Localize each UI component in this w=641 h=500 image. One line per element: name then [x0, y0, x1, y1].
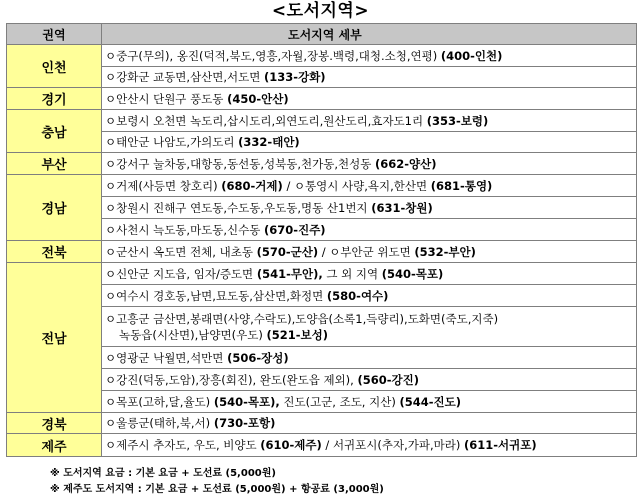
- region-cell: 경기: [7, 88, 102, 110]
- detail-cell: [102, 110, 637, 132]
- table-row: [7, 263, 637, 285]
- area-code: (670-진주): [264, 222, 326, 237]
- detail-cell: [102, 132, 637, 153]
- bullet-mark: ㅇ: [105, 135, 117, 149]
- bullet-mark: ㅇ: [105, 311, 117, 326]
- table-row: [7, 241, 637, 263]
- detail-text: 서귀포시(추자,가파,마라): [332, 438, 461, 452]
- area-code: (680-거제): [221, 178, 283, 193]
- region-cell: 충남: [7, 110, 102, 153]
- detail-line: [105, 223, 326, 237]
- header-region: 권역: [7, 24, 102, 45]
- area-code: (540-목포): [381, 266, 444, 281]
- table-row: [7, 285, 637, 307]
- detail-text: 군산시 옥도면 전체, 내초동: [116, 244, 253, 259]
- area-code: (541-무안),: [256, 266, 323, 281]
- detail-text: 신안군 지도읍, 임자/증도면: [116, 266, 254, 281]
- detail-cell: [102, 391, 637, 413]
- bullet-mark: ㅇ: [105, 178, 117, 193]
- bullet-mark: ㅇ: [105, 91, 117, 106]
- bullet-mark: ㅇ: [105, 222, 117, 237]
- table-body: [7, 45, 637, 457]
- table-header-row: [7, 24, 637, 45]
- detail-line: [105, 373, 419, 387]
- detail-line: [105, 395, 461, 409]
- header-detail: 도서지역 세부: [102, 24, 637, 45]
- area-code: (450-안산): [227, 91, 289, 106]
- detail-text: 강서구 눌차동,대항동,동선동,성북동,천가동,천성동: [116, 156, 372, 171]
- table-row: [7, 110, 637, 132]
- detail-text: 영광군 낙월면,석만면: [116, 350, 224, 365]
- bullet-mark: ㅇ: [105, 394, 117, 409]
- area-code: (681-통영): [430, 178, 493, 193]
- separator: /: [325, 438, 330, 452]
- region-cell: 인천: [7, 45, 102, 88]
- table-row: [7, 132, 637, 153]
- detail-cell: [102, 153, 637, 175]
- detail-text: 거제(사등면 창호리): [116, 178, 218, 193]
- detail-text: 사천시 늑도동,마도동,신수동: [116, 222, 261, 237]
- area-code: (610-제주): [260, 438, 322, 452]
- area-code: (730-포항): [213, 416, 276, 430]
- bullet-mark: ㅇ: [105, 200, 117, 215]
- table-row: [7, 45, 637, 67]
- detail-cell: [102, 307, 637, 347]
- area-code: (540-목포),: [213, 394, 280, 409]
- detail-line: [105, 267, 443, 281]
- table-row: [7, 67, 637, 88]
- table-row: [7, 307, 637, 347]
- region-cell: 부산: [7, 153, 102, 175]
- detail-text: 통영시 사량,욕지,한산면: [305, 178, 428, 193]
- separator: /: [286, 178, 291, 193]
- detail-line: [105, 201, 433, 215]
- detail-cell: [102, 413, 637, 434]
- bullet-mark: ㅇ: [105, 350, 117, 365]
- bullet-mark: ㅇ: [105, 438, 117, 452]
- detail-text: 안산시 단원구 풍도동: [116, 91, 224, 106]
- detail-cell: [102, 434, 637, 457]
- table-row: [7, 219, 637, 241]
- table-row: [7, 391, 637, 413]
- area-code: (570-군산): [256, 244, 319, 259]
- region-cell: 경북: [7, 413, 102, 434]
- bullet-mark: ㅇ: [105, 156, 117, 171]
- area-code: (521-보성): [266, 327, 328, 342]
- detail-cell: [102, 88, 637, 110]
- note-jeju-fee: ※ 제주도 도서지역 : 기본 요금 + 도선료 (5,000원) + 항공료 (3,000원): [50, 484, 384, 495]
- detail-text: 여수시 경호동,남면,묘도동,삼산면,화정면: [116, 288, 324, 303]
- area-code: (560-강진): [357, 372, 419, 387]
- area-code: (662-양산): [375, 156, 437, 171]
- bullet-mark: ㅇ: [105, 266, 117, 281]
- detail-line-continued: [105, 327, 636, 343]
- table-row: [7, 88, 637, 110]
- area-code: (631-창원): [371, 200, 433, 215]
- area-code: (580-여수): [326, 288, 389, 303]
- bullet-mark: ㅇ: [105, 48, 117, 63]
- table-row: [7, 347, 637, 369]
- detail-text: 보령시 오천면 녹도리,삽시도리,외연도리,원산도리,효자도1리: [116, 113, 424, 128]
- detail-line: [105, 135, 300, 149]
- detail-text: 중구(무의), 옹진(덕적,북도,영흥,자월,장봉.백령,대청.소청,연평): [116, 48, 438, 63]
- detail-text: 강화군 교동면,삼산면,서도면: [116, 70, 261, 84]
- detail-line: [105, 70, 326, 84]
- table-row: [7, 413, 637, 434]
- page-title: <도서지역>: [271, 1, 370, 21]
- detail-line: [105, 114, 488, 128]
- area-code: (532-부안): [414, 244, 476, 259]
- notes: [50, 466, 384, 498]
- detail-cell: [102, 369, 637, 391]
- bullet-mark: ㅇ: [105, 416, 117, 430]
- detail-cell: [102, 241, 637, 263]
- detail-line: [105, 179, 492, 193]
- area-code: (506-장성): [227, 350, 289, 365]
- bullet-mark: ㅇ: [105, 70, 117, 84]
- region-cell: 제주: [7, 434, 102, 457]
- table-row: [7, 434, 637, 457]
- region-cell: 전북: [7, 241, 102, 263]
- detail-line: [105, 351, 289, 365]
- detail-text: 창원시 진해구 연도동,수도동,우도동,명동 산1번지: [116, 200, 368, 215]
- detail-line: [105, 311, 636, 327]
- area-code: (332-태안): [238, 135, 300, 149]
- note-fee: ※ 도서지역 요금 : 기본 요금 + 도선료 (5,000원): [50, 468, 276, 479]
- detail-line: [105, 245, 476, 259]
- detail-text: 진도(고군, 조도, 지산): [283, 394, 396, 409]
- separator: /: [321, 244, 326, 259]
- detail-cell: [102, 347, 637, 369]
- detail-cell: [102, 219, 637, 241]
- detail-cell: [102, 175, 637, 197]
- detail-text: 강진(덕동,도암),장흥(회진), 완도(완도읍 제외),: [116, 372, 354, 387]
- detail-cell: [102, 67, 637, 88]
- detail-text: 울릉군(태하,북,서): [116, 416, 211, 430]
- detail-cell: [102, 263, 637, 285]
- detail-text: 부안군 위도면: [340, 244, 411, 259]
- detail-line: [105, 289, 388, 303]
- bullet-mark: ㅇ: [293, 178, 306, 193]
- bullet-mark: ㅇ: [105, 372, 117, 387]
- area-code: (611-서귀포): [463, 438, 537, 452]
- region-cell: 경남: [7, 175, 102, 241]
- table-row: [7, 175, 637, 197]
- detail-line: [105, 157, 437, 171]
- bullet-mark: ㅇ: [105, 244, 117, 259]
- detail-text: 태안군 나암도,가의도리: [116, 135, 235, 149]
- detail-cell: [102, 285, 637, 307]
- detail-text: 목포(고하,달,율도): [116, 394, 211, 409]
- region-cell: 전남: [7, 263, 102, 413]
- detail-text: 제주시 추자도, 우도, 비양도: [116, 438, 257, 452]
- detail-line: [105, 92, 289, 106]
- area-code: (133-강화): [264, 70, 326, 84]
- detail-text: 고흥군 금산면,봉래면(사양,수락도),도양읍(소록1,득량리),도화면(죽도,지죽): [116, 311, 499, 326]
- detail-line: [105, 438, 537, 452]
- bullet-mark: ㅇ: [105, 288, 117, 303]
- bullet-mark: ㅇ: [329, 244, 341, 259]
- detail-cell: [102, 45, 637, 67]
- area-code: (353-보령): [426, 113, 489, 128]
- area-code: (400-인천): [440, 48, 503, 63]
- detail-text: 그 외 지역: [326, 266, 379, 281]
- area-code: (544-진도): [399, 394, 461, 409]
- table-row: [7, 369, 637, 391]
- table-row: [7, 197, 637, 219]
- detail-line: [105, 49, 502, 63]
- table-row: [7, 153, 637, 175]
- detail-line: [105, 416, 275, 430]
- island-region-table: [6, 23, 637, 457]
- detail-cell: [102, 197, 637, 219]
- bullet-mark: ㅇ: [105, 113, 117, 128]
- detail-text: 녹동읍(시산면),남양면(우도): [119, 327, 263, 342]
